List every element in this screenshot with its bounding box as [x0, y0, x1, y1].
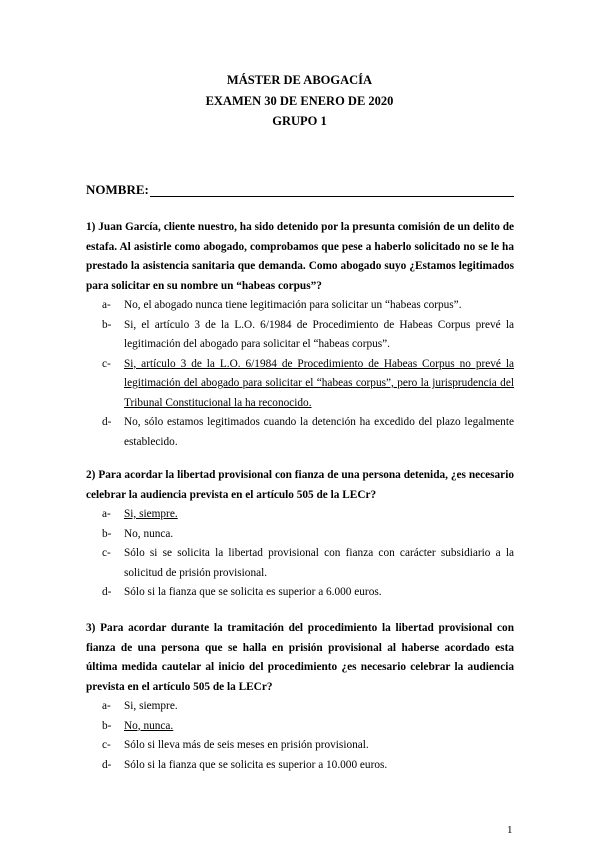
option-letter: a- [102, 700, 111, 712]
option-c [86, 736, 514, 756]
option-letter: b- [102, 719, 112, 732]
option-letter: d- [102, 416, 112, 428]
option-a [86, 505, 514, 525]
header-group: GRUPO 1 [272, 114, 327, 128]
option-a [86, 296, 514, 316]
option-text: Si, siempre. [124, 700, 178, 712]
option-text-correct: Si, artículo 3 de la L.O. 6/1984 de Procedimiento de Habeas Corpus no prevé la legitimación del abogado para solicitar el “habeas corpus”, pero la jurisprudencia del Tribunal Constitucional la ha reconocido. [124, 357, 514, 409]
option-text: No, sólo estamos legitimados cuando la detención ha excedido del plazo legalmente establecido. [124, 416, 514, 448]
option-text-correct: Si, siempre. [124, 508, 178, 520]
option-text: Sólo si se solicita la libertad provisional con fianza con carácter subsidiario a la solicitud de prisión provisional. [124, 547, 514, 579]
option-text: Sólo si lleva más de seis meses en prisión provisional. [124, 739, 369, 751]
question-text: 2) Para acordar la libertad provisional con fianza de una persona detenida, ¿es necesario celebrar la audiencia prevista en el artículo 505 de la LECr? [86, 469, 514, 501]
option-c [86, 544, 514, 583]
option-d [86, 413, 514, 452]
name-label: NOMBRE: [86, 182, 149, 197]
option-letter: c- [102, 739, 111, 751]
option-text: Sólo si la fianza que se solicita es superior a 6.000 euros. [124, 586, 382, 598]
option-letter: a- [102, 508, 111, 520]
option-a [86, 697, 514, 717]
option-letter: a- [102, 299, 111, 311]
header-exam-date: EXAMEN 30 DE ENERO DE 2020 [205, 93, 394, 108]
header-title: MÁSTER DE ABOGACÍA [226, 73, 373, 87]
question-1 [86, 218, 514, 452]
question-3 [86, 619, 514, 775]
option-letter: b- [102, 527, 112, 540]
option-b [86, 525, 514, 545]
option-text: Si, el artículo 3 de la L.O. 6/1984 de Procedimiento de Habeas Corpus prevé la legitimación del abogado para solicitar el “habeas corpus”. [124, 318, 514, 350]
option-c [86, 355, 514, 414]
option-text: Sólo si la fianza que se solicita es superior a 10.000 euros. [124, 758, 388, 771]
option-letter: c- [102, 357, 111, 370]
option-text-correct: No, nunca. [124, 719, 174, 732]
option-b [86, 717, 514, 737]
question-text: 1) Juan García, cliente nuestro, ha sido detenido por la presunta comisión de un delito de estafa. Al asistirle como abogado, comprobamos que pese a haberlo solicitado no se le ha prestado la asistencia sanitaria que demanda. Como abogado suyo ¿Estamos legitimados para solicitar en su nombre un “habeas corpus”? [86, 221, 514, 292]
exam-header [0, 70, 599, 132]
question-2 [86, 466, 514, 603]
name-field [86, 182, 514, 198]
option-d [86, 583, 514, 603]
option-text: No, el abogado nunca tiene legitimación para solicitar un “habeas corpus”. [124, 299, 462, 311]
option-letter: c- [102, 547, 111, 559]
option-text: No, nunca. [124, 527, 174, 540]
option-d [86, 756, 514, 776]
option-letter: d- [102, 586, 112, 598]
option-letter: b- [102, 318, 112, 331]
option-b [86, 316, 514, 355]
name-underline [150, 196, 514, 197]
question-text: 3) Para acordar durante la tramitación del procedimiento la libertad provisional con fianza de una persona que se halla en prisión provisional al haberse acordado esta última medida cautelar al inicio del procedimiento ¿es necesario celebrar la audiencia prevista en el artículo 505 de la LECr? [86, 622, 514, 693]
option-letter: d- [102, 758, 112, 771]
page-number: 1 [507, 824, 513, 836]
